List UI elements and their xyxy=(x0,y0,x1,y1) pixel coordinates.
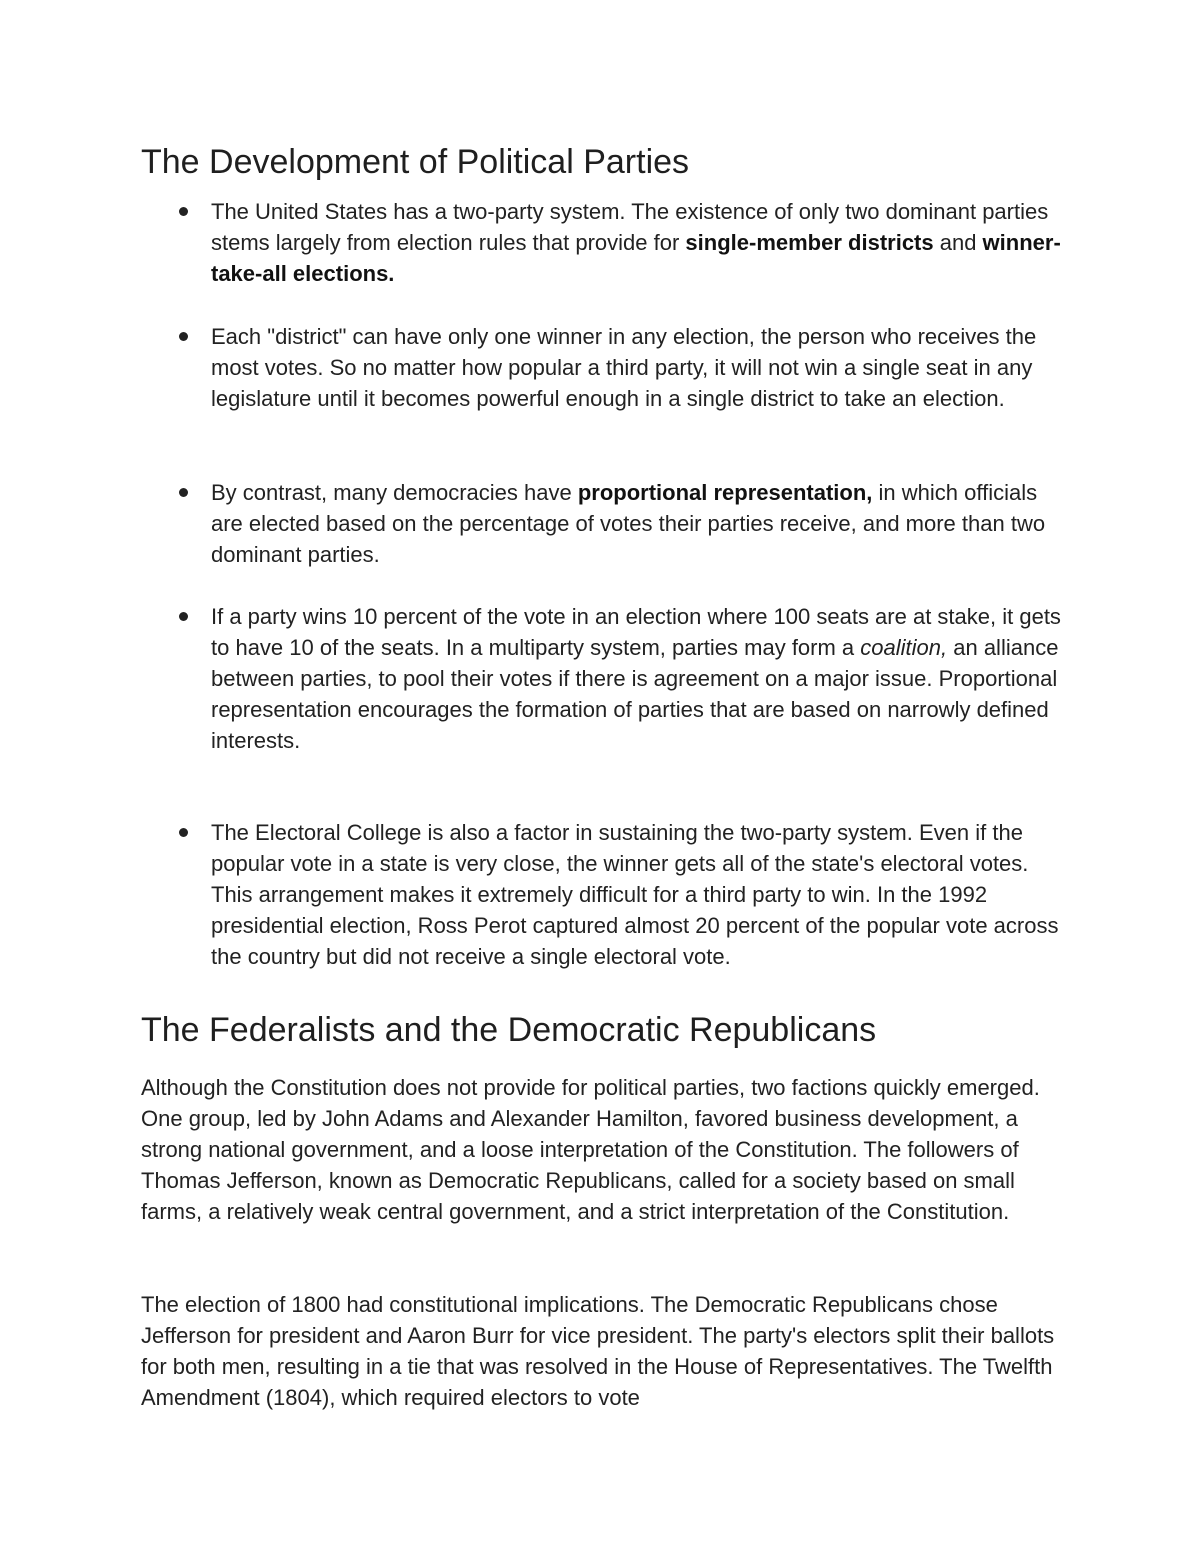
body-paragraph: Although the Constitution does not provide for political parties, two factions quickly emerged. One group, led by John Adams and Alexander Hamilton, favored business development, a strong national government, and a loose interpretation of the Constitution. The followers of Thomas Jefferson, known as Democratic Republicans, called for a society based on small farms, a relatively weak central government, and a strict interpretation of the Constitution. xyxy=(141,1075,1040,1224)
bullet-item xyxy=(211,196,1071,289)
bullet-dot-icon xyxy=(179,612,188,621)
bullet-text: in which officials are elected based on the percentage of votes their parties receive, and more than two dominant parties. xyxy=(211,480,1046,567)
section-heading: The Development of Political Parties xyxy=(141,143,690,181)
bullet-text: Each "district" can have only one winner in any election, the person who receives the most votes. So no matter how popular a third party, it will not win a single seat in any legislature until it becomes powerful enough in a single district to take an election. xyxy=(211,324,1037,411)
bullet-item xyxy=(211,817,1071,972)
bullet-dot-icon xyxy=(179,488,188,497)
bullet-item xyxy=(211,321,1071,414)
italic-term: coalition, xyxy=(860,635,948,660)
bold-term: single-member districts xyxy=(685,230,934,255)
body-paragraph: The election of 1800 had constitutional implications. The Democratic Republicans chose Jefferson for president and Aaron Burr for vice president. The party's electors split their ballots for both men, resulting in a tie that was resolved in the House of Representatives. The Twelfth Amendment (1804), which required electors to vote xyxy=(141,1292,1055,1410)
bold-term: proportional representation, xyxy=(577,480,873,505)
bullet-text: By contrast, many democracies have xyxy=(211,480,578,505)
bullet-text: an alliance between parties, to pool their votes if there is agreement on a major issue. Proportional representation encourages the formation of parties that are based on narrowly defined interests. xyxy=(211,635,1059,753)
bullet-item xyxy=(211,601,1071,756)
bullet-dot-icon xyxy=(179,207,188,216)
bullet-text: The Electoral College is also a factor in sustaining the two-party system. Even if the popular vote in a state is very close, the winner gets all of the state's electoral votes. This arrangement makes it extremely difficult for a third party to win. In the 1992 presidential election, Ross Perot captured almost 20 percent of the popular vote across the country but did not receive a single electoral vote. xyxy=(211,820,1059,969)
bullet-text: The United States has a two-party system. The existence of only two dominant parties stems largely from election rules that provide for xyxy=(211,199,1049,255)
bullet-text: If a party wins 10 percent of the vote in an election where 100 seats are at stake, it gets to have 10 of the seats. In a multiparty system, parties may form a xyxy=(211,604,1061,660)
section-heading: The Federalists and the Democratic Republicans xyxy=(141,1011,877,1049)
bullet-item xyxy=(211,477,1071,570)
bullet-text: and xyxy=(933,230,983,255)
bullet-dot-icon xyxy=(179,828,188,837)
bullet-dot-icon xyxy=(179,332,188,341)
bold-term: winner-take-all elections. xyxy=(211,230,1061,286)
